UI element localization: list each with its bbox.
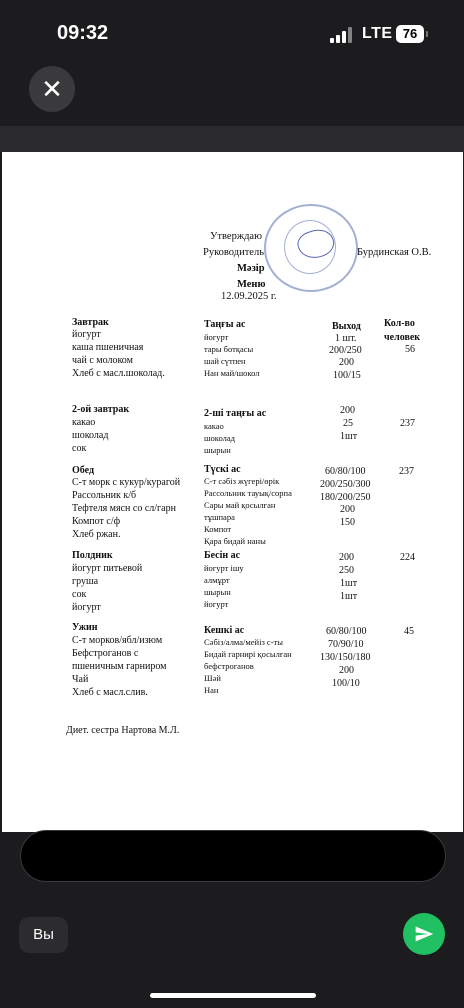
- meal-output: 250: [339, 565, 354, 576]
- network-label: LTE: [362, 25, 393, 42]
- col-count-2: человек: [384, 332, 421, 343]
- meal-ru-item: сок: [72, 589, 87, 600]
- meal-output: 200/250: [329, 345, 362, 356]
- meal-kz-item: шырын: [204, 445, 231, 455]
- doc-footer-nurse: Диет. сестра Нартова М.Л.: [66, 725, 180, 736]
- meal-output: 1шт: [340, 578, 358, 589]
- meal-kz-title: Таңғы ас: [204, 319, 246, 330]
- meal-kz-item: Қара бидай наны: [204, 536, 266, 546]
- battery-icon: 76: [396, 25, 424, 43]
- doc-date: 12.09.2025 г.: [221, 291, 277, 302]
- meal-count: 237: [399, 466, 414, 477]
- meal-count: 237: [400, 418, 415, 429]
- meal-output: 100/15: [333, 370, 361, 381]
- meal-ru-item: пшеничным гарниром: [72, 661, 167, 672]
- meal-output: 1шт: [340, 431, 358, 442]
- meal-ru-item: чай с молоком: [72, 355, 133, 366]
- meal-kz-item: Рассольник тауық/сорпа: [204, 488, 292, 498]
- meal-ru-item: Хлеб с масл.шоколад.: [72, 368, 165, 379]
- meal-kz-item: шырын: [204, 587, 231, 597]
- meal-ru-item: С-т морк с кукур/курагой: [72, 477, 181, 488]
- meal-ru-item: шоколад: [72, 430, 109, 441]
- meal-kz-item: йогурт: [204, 332, 229, 342]
- meal-count: 56: [405, 344, 415, 355]
- meal-ru-title: Завтрак: [72, 317, 109, 328]
- meal-ru-item: йогурт: [72, 329, 101, 340]
- meal-ru-item: Тефтеля мясн со сл/гарн: [72, 503, 176, 514]
- meal-kz-item: Бидай гарнирі қосылған: [204, 649, 292, 659]
- close-button[interactable]: [29, 66, 75, 112]
- send-icon: [414, 924, 434, 944]
- meal-ru-item: Компот с/ф: [72, 516, 121, 527]
- meal-kz-title: 2-ші таңғы ас: [204, 408, 267, 419]
- meal-output: 150: [340, 517, 355, 528]
- meal-output: 60/80/100: [325, 466, 366, 477]
- meal-ru-item: йогурт питьевой: [72, 563, 143, 574]
- home-indicator: [150, 993, 316, 998]
- meal-kz-item: какао: [204, 421, 224, 431]
- doc-approved: Утверждаю: [210, 231, 262, 242]
- status-time: 09:32: [57, 22, 109, 44]
- meal-ru-item: Хлеб с масл.слив.: [72, 687, 148, 698]
- meal-output: 1шт: [340, 591, 358, 602]
- col-output: Выход: [332, 321, 361, 332]
- meal-ru-title: Ужин: [72, 622, 98, 633]
- status-bar: [0, 0, 464, 70]
- meal-ru-item: Чай: [72, 674, 89, 685]
- meal-output: 1 шт.: [335, 333, 357, 344]
- meal-kz-item: тары ботқасы: [204, 344, 254, 354]
- meal-output: 25: [343, 418, 353, 429]
- meal-kz-item: тұшпара: [204, 512, 235, 522]
- meal-output: 130/150/180: [320, 652, 371, 663]
- meal-output: 200: [339, 357, 354, 368]
- meal-output: 200: [340, 504, 355, 515]
- battery-tip: [426, 31, 428, 37]
- meal-ru-item: Хлеб ржан.: [72, 529, 121, 540]
- meal-kz-item: Сәбіз/алма/мейіз с-ты: [204, 637, 283, 647]
- meal-kz-title: Кешкі ас: [204, 625, 245, 636]
- close-icon: ✕: [41, 74, 63, 104]
- send-button[interactable]: [403, 913, 445, 955]
- meal-ru-item: Рассольник к/б: [72, 490, 137, 501]
- meal-ru-item: С-т морков/ябл/изюм: [72, 635, 163, 646]
- meal-ru-item: йогурт: [72, 602, 101, 613]
- image-top-band: [0, 126, 464, 152]
- meal-output: 70/90/10: [328, 639, 364, 650]
- meal-ru-title: 2-ой завтрак: [72, 404, 130, 415]
- meal-output: 200: [339, 552, 354, 563]
- meal-kz-title: Бесін ас: [204, 550, 241, 561]
- meal-ru-title: Полдник: [72, 550, 113, 561]
- caption-input[interactable]: [20, 830, 446, 882]
- meal-ru-item: груша: [72, 576, 99, 587]
- meal-ru-title: Обед: [72, 465, 95, 476]
- meal-output: 200: [339, 665, 354, 676]
- doc-menu-kz: Мәзір: [237, 263, 265, 274]
- meal-count: 45: [404, 626, 414, 637]
- meal-ru-item: Бефстроганов с: [72, 648, 139, 659]
- meal-kz-item: йогурт ішу: [204, 563, 244, 573]
- meal-ru-item: какао: [72, 417, 96, 428]
- meal-kz-item: Компот: [204, 524, 232, 534]
- signal-icon: [330, 27, 354, 43]
- meal-kz-item: шоколад: [204, 433, 235, 443]
- meal-kz-title: Түскі ас: [204, 464, 241, 475]
- document-image: [2, 152, 463, 832]
- meal-output: 200: [340, 405, 355, 416]
- meal-kz-item: Нан май/шокол: [204, 368, 260, 378]
- meal-kz-item: Шәй: [204, 673, 221, 683]
- meal-output: 200/250/300: [320, 479, 371, 490]
- meal-output: 100/10: [332, 678, 360, 689]
- meal-kz-item: бефстроганов: [204, 661, 254, 671]
- meal-ru-item: сок: [72, 443, 87, 454]
- meal-kz-item: алмұрт: [204, 575, 230, 585]
- meal-output: 60/80/100: [326, 626, 367, 637]
- doc-head-name: Бурдинская О.В.: [357, 247, 432, 258]
- meal-kz-item: шай сүтпен: [204, 356, 246, 366]
- meal-kz-item: С-т сәбіз жүгері/өрік: [204, 476, 280, 486]
- meal-count: 224: [400, 552, 415, 563]
- meal-kz-item: йогурт: [204, 599, 229, 609]
- meal-kz-item: Нан: [204, 685, 219, 695]
- meal-kz-item: Сары май қосылған: [204, 500, 276, 510]
- doc-menu-ru: Меню: [237, 279, 266, 290]
- col-count-1: Кол-во: [384, 318, 415, 329]
- meal-ru-item: каша пшеничная: [72, 342, 144, 353]
- meal-output: 180/200/250: [320, 492, 371, 503]
- recipient-chip[interactable]: Вы: [19, 917, 68, 953]
- doc-head: Руководитель: [203, 247, 264, 258]
